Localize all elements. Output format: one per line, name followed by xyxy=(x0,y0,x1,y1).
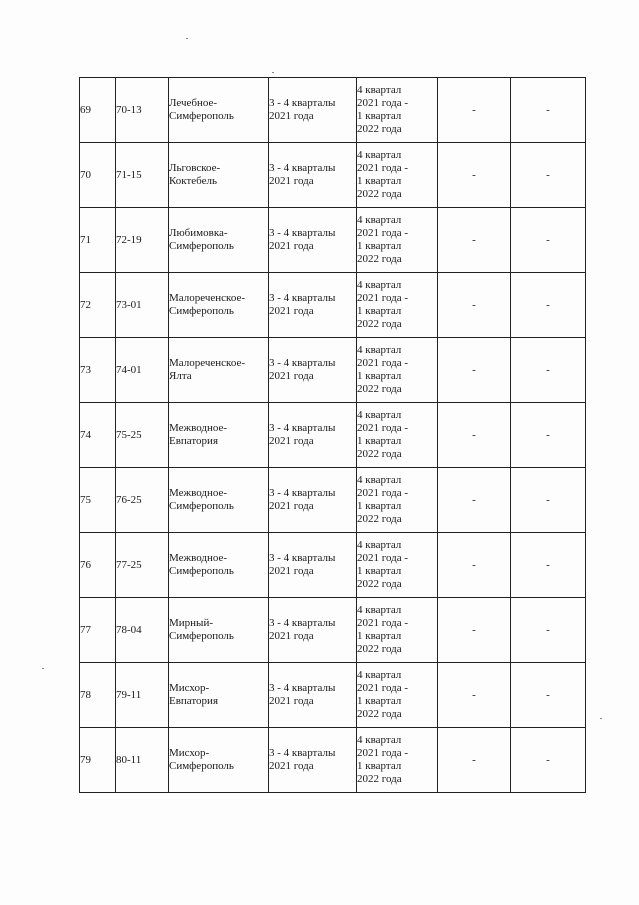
route-code-cell xyxy=(116,273,169,338)
empty-value-cell xyxy=(511,663,586,728)
start-period-cell-text: 3 - 4 кварталы 2021 года xyxy=(269,162,336,187)
empty-value-cell-text: - xyxy=(546,428,550,441)
table-row xyxy=(80,533,586,598)
empty-value-cell xyxy=(511,468,586,533)
start-period-cell-text: 3 - 4 кварталы 2021 года xyxy=(269,487,336,512)
route-code-cell xyxy=(116,598,169,663)
empty-value-cell xyxy=(511,78,586,143)
empty-value-cell-text: - xyxy=(472,623,476,636)
table-row xyxy=(80,143,586,208)
route-code-cell xyxy=(116,338,169,403)
route-code-cell xyxy=(116,663,169,728)
route-code-cell xyxy=(116,143,169,208)
route-code-cell xyxy=(116,533,169,598)
start-period-cell-text: 3 - 4 кварталы 2021 года xyxy=(269,747,336,772)
empty-value-cell xyxy=(438,468,511,533)
row-number-cell-text: 69 xyxy=(80,103,91,116)
route-name-cell xyxy=(169,338,269,403)
empty-value-cell-text: - xyxy=(546,558,550,571)
routes-table xyxy=(79,77,586,793)
start-period-cell xyxy=(269,143,357,208)
end-period-cell xyxy=(357,208,438,273)
route-name-cell xyxy=(169,208,269,273)
row-number-cell xyxy=(80,728,116,793)
route-code-cell-text: 79-11 xyxy=(116,688,142,701)
route-code-cell xyxy=(116,468,169,533)
end-period-cell xyxy=(357,143,438,208)
route-name-cell-text: Межводное- Симферополь xyxy=(169,552,234,577)
scan-speck xyxy=(186,38,188,39)
route-code-cell-text: 72-19 xyxy=(116,233,142,246)
empty-value-cell-text: - xyxy=(472,233,476,246)
row-number-cell-text: 73 xyxy=(80,363,91,376)
row-number-cell xyxy=(80,273,116,338)
route-name-cell-text: Мирный- Симферополь xyxy=(169,617,234,642)
end-period-cell-text: 4 квартал 2021 года - 1 квартал 2022 года xyxy=(357,279,409,330)
route-name-cell-text: Межводное- Симферополь xyxy=(169,487,234,512)
scan-speck xyxy=(42,668,44,669)
start-period-cell xyxy=(269,598,357,663)
row-number-cell xyxy=(80,338,116,403)
table-row xyxy=(80,338,586,403)
start-period-cell-text: 3 - 4 кварталы 2021 года xyxy=(269,227,336,252)
empty-value-cell xyxy=(438,403,511,468)
end-period-cell-text: 4 квартал 2021 года - 1 квартал 2022 года xyxy=(357,474,409,525)
start-period-cell-text: 3 - 4 кварталы 2021 года xyxy=(269,97,336,122)
start-period-cell xyxy=(269,338,357,403)
start-period-cell xyxy=(269,663,357,728)
empty-value-cell-text: - xyxy=(472,428,476,441)
row-number-cell-text: 77 xyxy=(80,623,91,636)
empty-value-cell-text: - xyxy=(546,688,550,701)
route-code-cell-text: 71-15 xyxy=(116,168,142,181)
empty-value-cell xyxy=(511,598,586,663)
empty-value-cell-text: - xyxy=(546,753,550,766)
route-name-cell xyxy=(169,728,269,793)
empty-value-cell-text: - xyxy=(546,363,550,376)
end-period-cell-text: 4 квартал 2021 года - 1 квартал 2022 года xyxy=(357,734,409,785)
table-row xyxy=(80,273,586,338)
start-period-cell-text: 3 - 4 кварталы 2021 года xyxy=(269,357,336,382)
empty-value-cell-text: - xyxy=(546,233,550,246)
table-row xyxy=(80,468,586,533)
end-period-cell xyxy=(357,273,438,338)
route-name-cell xyxy=(169,598,269,663)
scan-speck xyxy=(600,718,602,719)
row-number-cell-text: 79 xyxy=(80,753,91,766)
row-number-cell xyxy=(80,663,116,728)
route-name-cell-text: Мисхор- Евпатория xyxy=(169,682,219,707)
empty-value-cell-text: - xyxy=(472,103,476,116)
start-period-cell-text: 3 - 4 кварталы 2021 года xyxy=(269,552,336,577)
row-number-cell xyxy=(80,208,116,273)
start-period-cell xyxy=(269,78,357,143)
row-number-cell xyxy=(80,403,116,468)
route-name-cell xyxy=(169,143,269,208)
route-code-cell-text: 75-25 xyxy=(116,428,142,441)
route-code-cell-text: 73-01 xyxy=(116,298,142,311)
route-code-cell xyxy=(116,403,169,468)
empty-value-cell xyxy=(511,533,586,598)
empty-value-cell-text: - xyxy=(472,558,476,571)
end-period-cell-text: 4 квартал 2021 года - 1 квартал 2022 года xyxy=(357,84,409,135)
start-period-cell-text: 3 - 4 кварталы 2021 года xyxy=(269,617,336,642)
route-name-cell xyxy=(169,403,269,468)
route-name-cell xyxy=(169,78,269,143)
route-code-cell xyxy=(116,78,169,143)
empty-value-cell-text: - xyxy=(472,753,476,766)
empty-value-cell xyxy=(511,403,586,468)
start-period-cell-text: 3 - 4 кварталы 2021 года xyxy=(269,422,336,447)
row-number-cell-text: 78 xyxy=(80,688,91,701)
empty-value-cell xyxy=(438,663,511,728)
empty-value-cell xyxy=(438,143,511,208)
route-name-cell xyxy=(169,273,269,338)
table-row xyxy=(80,78,586,143)
route-code-cell-text: 77-25 xyxy=(116,558,142,571)
empty-value-cell-text: - xyxy=(472,168,476,181)
end-period-cell-text: 4 квартал 2021 года - 1 квартал 2022 года xyxy=(357,409,409,460)
empty-value-cell-text: - xyxy=(472,688,476,701)
empty-value-cell-text: - xyxy=(546,298,550,311)
end-period-cell-text: 4 квартал 2021 года - 1 квартал 2022 года xyxy=(357,669,409,720)
row-number-cell-text: 71 xyxy=(80,233,91,246)
empty-value-cell xyxy=(511,273,586,338)
empty-value-cell-text: - xyxy=(472,363,476,376)
route-code-cell-text: 78-04 xyxy=(116,623,142,636)
route-name-cell-text: Малореченское- Симферополь xyxy=(169,292,246,317)
route-name-cell-text: Малореченское- Ялта xyxy=(169,357,246,382)
empty-value-cell-text: - xyxy=(546,103,550,116)
start-period-cell xyxy=(269,533,357,598)
route-name-cell-text: Льговское- Коктебель xyxy=(169,162,221,187)
route-code-cell-text: 80-11 xyxy=(116,753,142,766)
row-number-cell-text: 76 xyxy=(80,558,91,571)
row-number-cell xyxy=(80,468,116,533)
row-number-cell xyxy=(80,143,116,208)
start-period-cell xyxy=(269,403,357,468)
start-period-cell xyxy=(269,468,357,533)
table-row xyxy=(80,598,586,663)
table-row xyxy=(80,728,586,793)
end-period-cell-text: 4 квартал 2021 года - 1 квартал 2022 года xyxy=(357,344,409,395)
end-period-cell-text: 4 квартал 2021 года - 1 квартал 2022 года xyxy=(357,149,409,200)
route-name-cell xyxy=(169,468,269,533)
start-period-cell-text: 3 - 4 кварталы 2021 года xyxy=(269,292,336,317)
route-code-cell-text: 70-13 xyxy=(116,103,142,116)
start-period-cell xyxy=(269,728,357,793)
empty-value-cell-text: - xyxy=(546,168,550,181)
end-period-cell xyxy=(357,468,438,533)
empty-value-cell xyxy=(438,78,511,143)
empty-value-cell xyxy=(438,273,511,338)
end-period-cell xyxy=(357,728,438,793)
route-name-cell xyxy=(169,533,269,598)
empty-value-cell xyxy=(438,208,511,273)
end-period-cell-text: 4 квартал 2021 года - 1 квартал 2022 года xyxy=(357,214,409,265)
row-number-cell xyxy=(80,78,116,143)
row-number-cell-text: 72 xyxy=(80,298,91,311)
empty-value-cell xyxy=(438,598,511,663)
route-code-cell-text: 76-25 xyxy=(116,493,142,506)
empty-value-cell xyxy=(511,728,586,793)
end-period-cell-text: 4 квартал 2021 года - 1 квартал 2022 года xyxy=(357,604,409,655)
empty-value-cell-text: - xyxy=(546,493,550,506)
route-name-cell-text: Любимовка- Симферополь xyxy=(169,227,234,252)
empty-value-cell xyxy=(438,338,511,403)
start-period-cell xyxy=(269,273,357,338)
empty-value-cell xyxy=(511,208,586,273)
end-period-cell-text: 4 квартал 2021 года - 1 квартал 2022 года xyxy=(357,539,409,590)
route-name-cell-text: Лечебное- Симферополь xyxy=(169,97,234,122)
route-name-cell xyxy=(169,663,269,728)
start-period-cell-text: 3 - 4 кварталы 2021 года xyxy=(269,682,336,707)
start-period-cell xyxy=(269,208,357,273)
end-period-cell xyxy=(357,338,438,403)
row-number-cell-text: 74 xyxy=(80,428,91,441)
empty-value-cell xyxy=(511,338,586,403)
row-number-cell xyxy=(80,598,116,663)
row-number-cell-text: 75 xyxy=(80,493,91,506)
empty-value-cell xyxy=(438,533,511,598)
row-number-cell-text: 70 xyxy=(80,168,91,181)
route-name-cell-text: Мисхор- Симферополь xyxy=(169,747,234,772)
end-period-cell xyxy=(357,78,438,143)
empty-value-cell-text: - xyxy=(546,623,550,636)
end-period-cell xyxy=(357,533,438,598)
scan-speck xyxy=(272,72,274,73)
empty-value-cell xyxy=(511,143,586,208)
empty-value-cell-text: - xyxy=(472,493,476,506)
end-period-cell xyxy=(357,663,438,728)
empty-value-cell xyxy=(438,728,511,793)
route-code-cell xyxy=(116,208,169,273)
table-row xyxy=(80,208,586,273)
route-code-cell-text: 74-01 xyxy=(116,363,142,376)
empty-value-cell-text: - xyxy=(472,298,476,311)
routes-table-body xyxy=(80,78,586,793)
end-period-cell xyxy=(357,598,438,663)
route-code-cell xyxy=(116,728,169,793)
table-row xyxy=(80,663,586,728)
end-period-cell xyxy=(357,403,438,468)
route-name-cell-text: Межводное- Евпатория xyxy=(169,422,228,447)
table-row xyxy=(80,403,586,468)
row-number-cell xyxy=(80,533,116,598)
